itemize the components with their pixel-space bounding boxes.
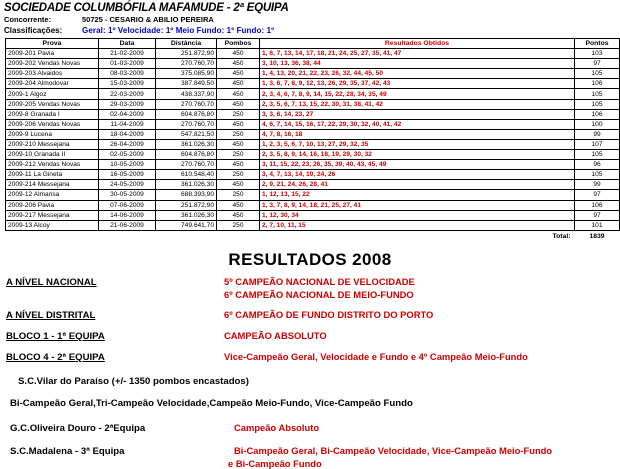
results-2008-title: RESULTADOS 2008 <box>228 249 392 269</box>
classificacoes-value: Geral: 1º Velocidade: 1º Meio Fundo: 1º Fundo: 1º <box>82 26 275 35</box>
cell-pombos: 450 <box>217 59 260 69</box>
cell-pontos: 99 <box>575 180 620 190</box>
classificacoes-row <box>4 25 616 36</box>
table-row <box>6 190 620 200</box>
cell-pontos: 105 <box>575 150 620 160</box>
cell-data: 15-03-2009 <box>99 79 156 89</box>
cell-pombos: 450 <box>217 210 260 220</box>
cell-data: 22-03-2009 <box>99 89 156 99</box>
col-pombos: Pombos <box>217 39 260 49</box>
cell-pontos: 105 <box>575 99 620 109</box>
cell-prova: 2009-10 Granada II <box>6 150 99 160</box>
list-item <box>0 422 620 434</box>
cell-res: 3, 4, 7, 13, 14, 19, 24, 26 <box>260 170 575 180</box>
cell-res: 2, 7, 10, 11, 15 <box>260 220 575 230</box>
cell-pombos: 250 <box>217 170 260 180</box>
cell-data: 02-04-2009 <box>99 109 156 119</box>
cell-dist: 270.760,70 <box>156 119 217 129</box>
cell-dist: 375.085,90 <box>156 69 217 79</box>
entry-label-distrital: A NÍVEL DISTRITAL <box>6 309 96 321</box>
list-item <box>0 351 620 363</box>
cell-data: 11-04-2009 <box>99 119 156 129</box>
table-row <box>6 200 620 210</box>
list-item <box>0 330 620 342</box>
cell-prova: 2009-210 Messejana <box>6 139 99 149</box>
page-title: SOCIEDADE COLUMBÓFILA MAFAMUDE - 2ª EQUIPA <box>4 2 289 14</box>
concorrente-row <box>4 15 616 25</box>
results-table <box>5 38 620 241</box>
col-pontos: Pontos <box>575 39 620 49</box>
cell-data: 30-05-2009 <box>99 190 156 200</box>
cell-res: 1, 6, 7, 13, 14, 17, 18, 21, 24, 25, 27, 35, 41, 47 <box>260 49 575 59</box>
table-row <box>6 210 620 220</box>
cell-pontos: 105 <box>575 89 620 99</box>
cell-res: 1, 2, 3, 5, 6, 7, 10, 13, 27, 29, 32, 35 <box>260 139 575 149</box>
cell-dist: 270.760,70 <box>156 99 217 109</box>
cell-res: 1, 3, 7, 8, 9, 14, 18, 21, 25, 27, 41 <box>260 200 575 210</box>
cell-pombos: 450 <box>217 79 260 89</box>
cell-data: 26-04-2009 <box>99 139 156 149</box>
cell-dist: 361.026,30 <box>156 180 217 190</box>
cell-dist: 361.026,30 <box>156 210 217 220</box>
cell-pontos: 97 <box>575 190 620 200</box>
vilar-text: Bi-Campeão Geral,Tri-Campeão Velocidade,Campeão Meio-Fundo, Vice-Campeão Fundo <box>10 397 413 409</box>
cell-res: 3, 10, 13, 36, 38, 44 <box>260 59 575 69</box>
entry-label-bloco1: BLOCO 1 - 1ª EQUIPA <box>6 330 105 342</box>
cell-data: 21-02-2009 <box>99 49 156 59</box>
cell-dist: 251.872,90 <box>156 200 217 210</box>
cell-dist: 749.641,70 <box>156 220 217 230</box>
list-item <box>0 309 620 321</box>
cell-prova: 2009-204 Almodovar <box>6 79 99 89</box>
totals-value: 1839 <box>589 232 605 240</box>
cell-res: 4, 7, 8, 16, 18 <box>260 129 575 139</box>
cell-prova: 2009-206 Pavia <box>6 200 99 210</box>
cell-pontos: 99 <box>575 129 620 139</box>
cell-prova: 2009-11 La Gineta <box>6 170 99 180</box>
cell-pombos: 450 <box>217 200 260 210</box>
cell-pontos: 100 <box>575 119 620 129</box>
classificacoes-label: Classificações: <box>4 26 63 35</box>
table-row <box>6 79 620 89</box>
cell-dist: 387.849,50 <box>156 79 217 89</box>
cell-dist: 270.760,70 <box>156 59 217 69</box>
cell-res: 4, 6, 7, 14, 15, 16, 17, 22, 29, 30, 32, 40, 41, 42 <box>260 119 575 129</box>
cell-res: 3, 11, 15, 22, 23, 26, 35, 39, 40, 43, 45, 49 <box>260 160 575 170</box>
table-row <box>6 150 620 160</box>
cell-res: 2, 3, 5, 8, 9, 14, 16, 18, 19, 29, 30, 32 <box>260 150 575 160</box>
cell-pontos: 101 <box>575 220 620 230</box>
madalena-title: S.C.Madalena - 3ª Equipa <box>10 445 125 457</box>
cell-pombos: 250 <box>217 190 260 200</box>
cell-prova: 2009-202 Vendas Novas <box>6 59 99 69</box>
cell-pombos: 450 <box>217 49 260 59</box>
cell-data: 18-04-2009 <box>99 129 156 139</box>
cell-pontos: 107 <box>575 139 620 149</box>
table-row <box>6 119 620 129</box>
entry-label-nacional: A NÍVEL NACIONAL <box>6 276 97 288</box>
cell-pombos: 250 <box>217 109 260 119</box>
concorrente-label: Concorrente: <box>4 15 52 24</box>
list-item <box>0 276 620 288</box>
madalena-text: Bi-Campeão Geral, Bi-Campeão Velocidade, Vice-Campeão Meio-Fundo <box>234 444 553 456</box>
table-row <box>6 160 620 170</box>
gc-title: G.C.Oliveira Douro - 2ªEquipa <box>10 422 146 434</box>
results-2008-list <box>0 276 620 469</box>
cell-pombos: 450 <box>217 139 260 149</box>
table-row <box>6 89 620 99</box>
gc-text: Campeão Absoluto <box>234 421 320 433</box>
cell-prova: 2009-12 Almansa <box>6 190 99 200</box>
cell-data: 16-05-2009 <box>99 170 156 180</box>
cell-pombos: 450 <box>217 89 260 99</box>
cell-res: 2, 9, 21, 24, 26, 28, 41 <box>260 180 575 190</box>
cell-pontos: 106 <box>575 109 620 119</box>
entry-value-distrital: 6º CAMPEÃO DE FUNDO DISTRITO DO PORTO <box>224 308 434 320</box>
cell-prova: 2009-203 Alvaidos <box>6 69 99 79</box>
cell-prova: 2009-217 Messejana <box>6 210 99 220</box>
cell-pombos: 250 <box>217 129 260 139</box>
cell-res: 1, 4, 13, 20, 21, 22, 23, 26, 32, 44, 45, 50 <box>260 69 575 79</box>
table-row <box>6 220 620 230</box>
cell-prova: 2009-201 Pavia <box>6 49 99 59</box>
madalena-text-line2: e Bi-Campeão Fundo <box>228 457 322 469</box>
col-resultados: Resultados Obtidos <box>260 39 575 49</box>
cell-res: 3, 3, 6, 14, 23, 27 <box>260 109 575 119</box>
col-prova: Prova <box>6 39 99 49</box>
table-row <box>6 170 620 180</box>
list-item <box>0 289 620 300</box>
table-row <box>6 109 620 119</box>
cell-prova: 2009-1 Algoz <box>6 89 99 99</box>
cell-dist: 438.337,90 <box>156 89 217 99</box>
cell-prova: 2009-9 Lucena <box>6 129 99 139</box>
cell-pontos: 106 <box>575 200 620 210</box>
table-row <box>6 59 620 69</box>
cell-prova: 2009-212 Vendas Novas <box>6 160 99 170</box>
cell-data: 24-05-2009 <box>99 180 156 190</box>
cell-pombos: 450 <box>217 119 260 129</box>
cell-dist: 604.876,80 <box>156 109 217 119</box>
cell-pombos: 250 <box>217 150 260 160</box>
totals-spacer <box>6 230 260 241</box>
cell-dist: 604.876,80 <box>156 150 217 160</box>
table-row <box>6 180 620 190</box>
cell-dist: 688.393,90 <box>156 190 217 200</box>
cell-res: 1, 3, 6, 7, 8, 9, 12, 13, 26, 29, 35, 37, 42, 43 <box>260 79 575 89</box>
cell-pombos: 450 <box>217 180 260 190</box>
table-row <box>6 99 620 109</box>
list-item <box>0 445 620 457</box>
cell-dist: 251.872,90 <box>156 49 217 59</box>
cell-pontos: 97 <box>575 210 620 220</box>
table-row <box>6 49 620 59</box>
totals-label: Total: <box>552 232 571 240</box>
entry-value-nacional: 5º CAMPEÃO NACIONAL DE VELOCIDADE <box>224 275 415 287</box>
cell-data: 08-03-2009 <box>99 69 156 79</box>
cell-dist: 610.548,40 <box>156 170 217 180</box>
cell-data: 29-03-2009 <box>99 99 156 109</box>
cell-dist: 270.760,70 <box>156 160 217 170</box>
cell-data: 14-06-2009 <box>99 210 156 220</box>
cell-prova: 2009-8 Granada I <box>6 109 99 119</box>
cell-pontos: 105 <box>575 69 620 79</box>
table-totals-row <box>6 230 620 241</box>
cell-pontos: 105 <box>575 170 620 180</box>
cell-res: 1, 12, 13, 15, 22 <box>260 190 575 200</box>
concorrente-value: 50725 - CESARIO & ABILIO PEREIRA <box>82 15 214 24</box>
cell-prova: 2009-206 Vendas Novas <box>6 119 99 129</box>
cell-pontos: 103 <box>575 49 620 59</box>
cell-pontos: 96 <box>575 160 620 170</box>
entry-value-bloco4: Vice-Campeão Geral, Velocidade e Fundo e 4º Campeão Meio-Fundo <box>224 350 528 362</box>
cell-res: 2, 3, 4, 6, 7, 8, 9, 14, 15, 22, 28, 34, 35, 49 <box>260 89 575 99</box>
cell-pombos: 450 <box>217 69 260 79</box>
table-row <box>6 69 620 79</box>
cell-prova: 2009-205 Vendas Novas <box>6 99 99 109</box>
cell-pontos: 106 <box>575 79 620 89</box>
cell-data: 02-05-2009 <box>99 150 156 160</box>
cell-res: 2, 3, 5, 6, 7, 13, 15, 22, 30, 31, 38, 41, 42 <box>260 99 575 109</box>
vilar-title: S.C.Vilar do Paraíso (+/- 1350 pombos encastados) <box>18 375 249 387</box>
entry-label-bloco4: BLOCO 4 - 2ª EQUIPA <box>6 351 105 363</box>
cell-pontos: 97 <box>575 59 620 69</box>
cell-data: 07-06-2009 <box>99 200 156 210</box>
cell-res: 1, 12, 30, 34 <box>260 210 575 220</box>
cell-prova: 2009-214 Messejana <box>6 180 99 190</box>
col-distancia: Distância <box>156 39 217 49</box>
cell-pombos: 250 <box>217 220 260 230</box>
cell-prova: 2009-13 Alcoy <box>6 220 99 230</box>
table-row <box>6 129 620 139</box>
cell-pombos: 450 <box>217 99 260 109</box>
cell-data: 01-03-2009 <box>99 59 156 69</box>
cell-data: 21-06-2009 <box>99 220 156 230</box>
cell-data: 10-05-2009 <box>99 160 156 170</box>
cell-pombos: 450 <box>217 160 260 170</box>
entry-value-nacional-meiofundo: 6º CAMPEÃO NACIONAL DE MEIO-FUNDO <box>224 288 414 300</box>
entry-value-bloco1: CAMPEÃO ABSOLUTO <box>224 329 327 341</box>
table-row <box>6 139 620 149</box>
cell-dist: 361.026,30 <box>156 139 217 149</box>
document-header <box>0 0 620 36</box>
cell-dist: 547.821,50 <box>156 129 217 139</box>
table-header-row <box>6 39 620 49</box>
col-data: Data <box>99 39 156 49</box>
